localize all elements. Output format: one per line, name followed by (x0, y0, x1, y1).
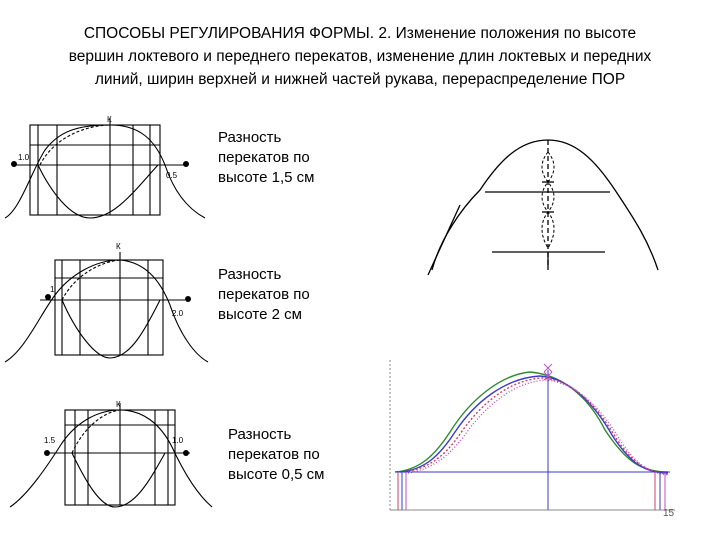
sleeve-diagram-2 (0, 240, 210, 370)
caption-2-line2: перекатов по (218, 286, 310, 303)
slide-title (0, 22, 720, 91)
caption-3-line2: перекатов по (228, 446, 320, 463)
sleeve-pattern-colored (390, 360, 675, 515)
label-left: 1 (50, 285, 55, 294)
caption-1-line1: Разность (218, 129, 282, 146)
label-right: 0.5 (166, 171, 178, 180)
lower-curve (62, 300, 160, 358)
caption-3-line1: Разность (228, 426, 292, 443)
caption-2 (218, 265, 310, 325)
sleeve-diagram-1 (0, 110, 210, 225)
label-k: К (116, 400, 121, 409)
lower-curve (72, 453, 165, 507)
label-left: 1.5 (44, 436, 56, 445)
caption-3-line3: высоте 0,5 см (228, 466, 325, 483)
sleeve-cap-diagram-top (420, 110, 670, 285)
lower-curve (38, 165, 158, 218)
caption-2-line1: Разность (218, 266, 282, 283)
title-line3: линий, ширин верхней и нижней частей рукава, перераспределение ПОР (94, 71, 626, 88)
sleeve-cap-curve (432, 140, 658, 270)
label-k: К (116, 242, 121, 251)
caption-3 (228, 425, 324, 485)
magenta-contour (408, 380, 668, 475)
title-line2: вершин локтевого и переднего перекатов, изменение длин локтевых и передних (68, 48, 652, 65)
label-right: 1.0 (172, 436, 184, 445)
caption-1-line3: высоте 1,5 см (218, 169, 315, 186)
caption-1 (218, 128, 314, 188)
sleeve-diagram-3 (0, 395, 215, 515)
label-right: 2.0 (172, 309, 184, 318)
title-lead: СПОСОБЫ РЕГУЛИРОВАНИЯ ФОРМЫ. (83, 25, 375, 42)
title-line1: 2. Изменение положения по высоте (374, 25, 637, 42)
grid-rect (30, 125, 160, 215)
label-left: 1.0 (18, 153, 30, 162)
caption-2-line3: высоте 2 см (218, 306, 302, 323)
label-k: К (107, 115, 112, 124)
green-contour (395, 372, 668, 472)
page-number: 15 (663, 508, 675, 519)
red-contour (404, 378, 668, 474)
caption-1-line2: перекатов по (218, 149, 310, 166)
grid-rect (55, 260, 163, 355)
